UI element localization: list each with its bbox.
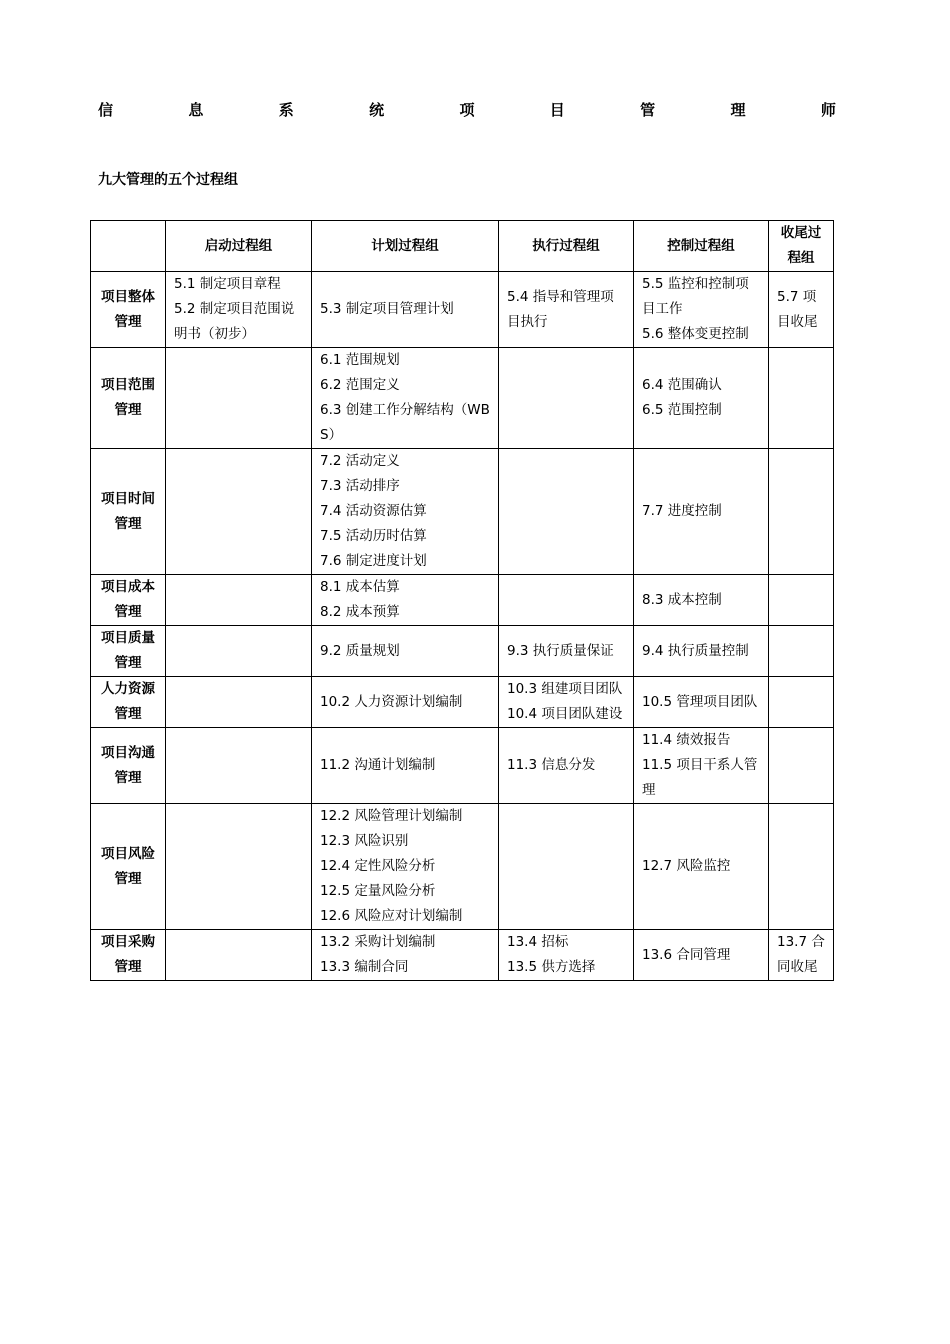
table-cell [499, 804, 634, 930]
cell-line: 12.2 风险管理计划编制 [320, 808, 463, 824]
table-cell [499, 930, 634, 981]
table-cell [634, 575, 769, 626]
row-header: 项目质量管理 [91, 626, 166, 677]
table-cell [769, 348, 834, 449]
cell-line: 11.4 绩效报告 [642, 732, 731, 748]
cell-line: 12.6 风险应对计划编制 [320, 908, 463, 924]
table-row [91, 575, 834, 626]
table-cell [312, 449, 499, 575]
cell-line: 7.4 活动资源估算 [320, 503, 427, 519]
document-title [98, 100, 836, 120]
table-cell [312, 677, 499, 728]
table-row [91, 348, 834, 449]
table-row [91, 930, 834, 981]
row-header: 人力资源管理 [91, 677, 166, 728]
row-header: 项目整体管理 [91, 272, 166, 348]
cell-line: 8.1 成本估算 [320, 579, 400, 595]
cell-line: 9.2 质量规划 [320, 642, 400, 659]
table-cell [634, 677, 769, 728]
cell-line: 6.3 创建工作分解结构（WBS） [320, 402, 490, 443]
table-cell [634, 348, 769, 449]
cell-line: 7.5 活动历时估算 [320, 528, 427, 544]
table-cell [769, 728, 834, 804]
cell-line: 5.3 制定项目管理计划 [320, 301, 454, 317]
table-cell [166, 575, 312, 626]
cell-line: 9.4 执行质量控制 [642, 642, 749, 659]
table-cell [499, 348, 634, 449]
table-cell [312, 575, 499, 626]
cell-line: 10.2 人力资源计划编制 [320, 693, 463, 710]
row-header: 项目风险管理 [91, 804, 166, 930]
cell-line: 11.3 信息分发 [507, 757, 596, 773]
cell-line: 8.3 成本控制 [642, 591, 722, 608]
table-cell [634, 272, 769, 348]
title-char: 系 [278, 101, 294, 119]
cell-line: 7.6 制定进度计划 [320, 553, 427, 569]
title-char: 管 [640, 101, 656, 119]
table-cell [634, 449, 769, 575]
table-cell [166, 348, 312, 449]
table-cell [166, 626, 312, 677]
table-cell [769, 575, 834, 626]
cell-line: 6.5 范围控制 [642, 402, 722, 418]
cell-line: 5.1 制定项目章程 [174, 276, 281, 292]
table-cell [312, 348, 499, 449]
cell-line: 5.6 整体变更控制 [642, 326, 749, 342]
table-cell [166, 930, 312, 981]
cell-line: 5.2 制定项目范围说明书（初步） [174, 301, 295, 342]
table-cell [166, 449, 312, 575]
cell-line: 11.5 项目干系人管理 [642, 757, 758, 798]
cell-line: 12.3 风险识别 [320, 833, 409, 849]
cell-line: 9.3 执行质量保证 [507, 642, 614, 659]
cell-line: 12.4 定性风险分析 [320, 858, 436, 874]
table-cell [166, 804, 312, 930]
cell-line: 5.4 指导和管理项目执行 [507, 288, 614, 330]
header-closing: 收尾过程组 [769, 221, 834, 272]
cell-line: 13.5 供方选择 [507, 959, 596, 975]
table-cell [769, 626, 834, 677]
table-row [91, 626, 834, 677]
header-planning: 计划过程组 [312, 221, 499, 272]
table-cell [769, 930, 834, 981]
title-char: 师 [820, 101, 836, 119]
table-header-row [91, 221, 834, 272]
cell-line: 10.3 组建项目团队 [507, 681, 623, 697]
table-row [91, 272, 834, 348]
cell-line: 6.2 范围定义 [320, 377, 400, 393]
table-cell [499, 626, 634, 677]
table-body [91, 272, 834, 981]
table-cell [634, 804, 769, 930]
cell-line: 6.4 范围确认 [642, 377, 722, 393]
table-cell [312, 728, 499, 804]
table-cell [312, 626, 499, 677]
row-header: 项目沟通管理 [91, 728, 166, 804]
table-cell [769, 449, 834, 575]
header-executing: 执行过程组 [499, 221, 634, 272]
table-cell [634, 930, 769, 981]
cell-line: 8.2 成本预算 [320, 604, 400, 620]
table-row [91, 449, 834, 575]
table-cell [769, 677, 834, 728]
cell-line: 7.3 活动排序 [320, 478, 400, 494]
table-cell [499, 272, 634, 348]
header-initiating: 启动过程组 [166, 221, 312, 272]
table-cell [312, 272, 499, 348]
cell-line: 5.5 监控和控制项目工作 [642, 276, 749, 317]
cell-line: 6.1 范围规划 [320, 352, 400, 368]
row-header: 项目范围管理 [91, 348, 166, 449]
cell-line: 5.7 项目收尾 [777, 288, 818, 330]
title-char: 信 [98, 101, 114, 119]
cell-line: 13.7 合同收尾 [777, 934, 825, 975]
table-cell [499, 677, 634, 728]
row-header: 项目时间管理 [91, 449, 166, 575]
cell-line: 12.7 风险监控 [642, 858, 731, 874]
section-heading: 九大管理的五个过程组 [98, 172, 238, 188]
table-cell [769, 272, 834, 348]
table-row [91, 804, 834, 930]
cell-line: 13.3 编制合同 [320, 959, 409, 975]
table-cell [166, 272, 312, 348]
table-cell [312, 804, 499, 930]
row-header: 项目成本管理 [91, 575, 166, 626]
title-char: 目 [549, 101, 565, 119]
table-cell [634, 626, 769, 677]
table-cell [166, 728, 312, 804]
title-char: 项 [459, 101, 475, 119]
title-char: 息 [188, 101, 204, 119]
cell-line: 10.5 管理项目团队 [642, 693, 758, 710]
header-corner [91, 221, 166, 272]
table-cell [634, 728, 769, 804]
cell-line: 7.2 活动定义 [320, 453, 400, 469]
cell-line: 13.2 采购计划编制 [320, 934, 436, 950]
table-row [91, 728, 834, 804]
title-char: 统 [369, 101, 385, 119]
title-char: 理 [730, 101, 746, 119]
table-row [91, 677, 834, 728]
process-group-table [90, 220, 834, 981]
table-cell [769, 804, 834, 930]
cell-line: 7.7 进度控制 [642, 503, 722, 519]
cell-line: 13.6 合同管理 [642, 946, 731, 963]
cell-line: 10.4 项目团队建设 [507, 706, 623, 722]
table-cell [166, 677, 312, 728]
row-header: 项目采购管理 [91, 930, 166, 981]
table-cell [312, 930, 499, 981]
cell-line: 12.5 定量风险分析 [320, 883, 436, 899]
header-controlling: 控制过程组 [634, 221, 769, 272]
table-cell [499, 728, 634, 804]
cell-line: 11.2 沟通计划编制 [320, 757, 436, 773]
cell-line: 13.4 招标 [507, 934, 569, 950]
table-cell [499, 449, 634, 575]
table-cell [499, 575, 634, 626]
